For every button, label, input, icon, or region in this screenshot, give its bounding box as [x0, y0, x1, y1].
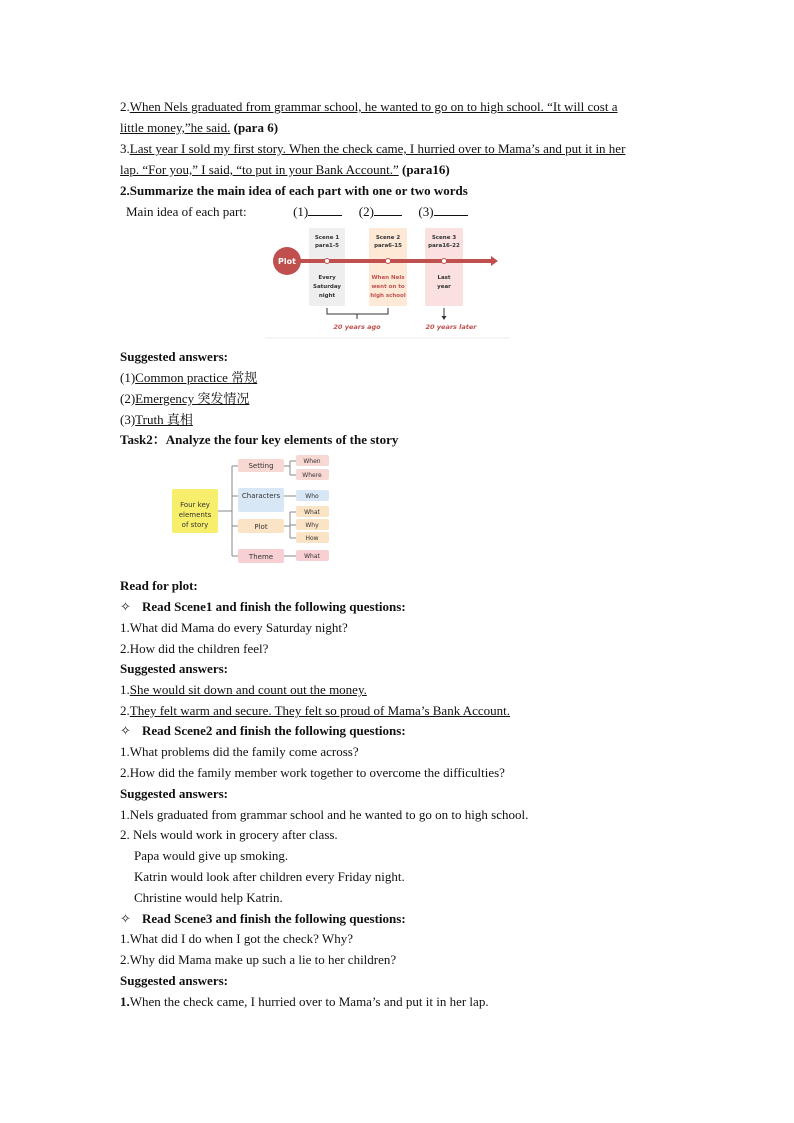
answer3-text: Truth 真相 [135, 412, 193, 427]
bracket [327, 308, 388, 314]
scene1-desc2: Saturday [313, 284, 341, 290]
scene2-title: Scene 2 [375, 235, 401, 241]
diamond-icon: ✧ [120, 911, 131, 926]
s2-q2: 2.How did the family member work together to overcome the difficulties? [120, 765, 505, 780]
scene3-heading [120, 911, 406, 927]
answer1 [120, 370, 257, 386]
item3-line1 [120, 141, 625, 157]
s2-a2: 2. Nels would work in grocery after class. [120, 827, 338, 842]
blank3-label: (3) [418, 204, 434, 219]
item2-number: 2. [120, 99, 130, 114]
answer2-num: (2) [120, 391, 136, 406]
answer1-num: (1) [120, 370, 136, 385]
plot-element-label: Plot [254, 523, 268, 531]
s3-q1: 1.What did I do when I got the check? Why? [120, 931, 353, 946]
s1-a1-text: She would sit down and count out the money. [129, 682, 367, 697]
s1-a2 [120, 703, 510, 719]
scene3-title: Scene 3 [431, 235, 457, 241]
s2-answers-heading: Suggested answers: [120, 786, 228, 801]
what-label: What [304, 509, 320, 516]
item2-ref: (para 6) [233, 120, 279, 135]
s1-a2-text: They felt warm and secure. They felt so proud of Mama’s Bank Account. [129, 703, 511, 718]
item2-line2 [120, 120, 278, 136]
scene3-desc2: year [437, 284, 451, 290]
who-label: Who [305, 493, 319, 500]
s2-a4: Katrin would look after children every Friday night. [134, 869, 405, 884]
scene3-dot [442, 259, 447, 264]
s2-a5: Christine would help Katrin. [134, 890, 283, 905]
s1-q1: 1.What did Mama do every Saturday night? [120, 620, 348, 635]
timeline-arrow-icon [491, 256, 498, 266]
s1-a1-num: 1. [120, 682, 130, 697]
s1-q2: 2.How did the children feel? [120, 641, 269, 656]
scene2-desc1: When Nels [371, 275, 405, 281]
answer2 [120, 391, 249, 407]
scene2-heading-text: Read Scene2 and finish the following questions: [142, 723, 406, 738]
scene2-para: para6-15 [374, 243, 402, 249]
how-label: How [305, 535, 319, 542]
diamond-icon: ✧ [120, 599, 131, 614]
scene1-dot [325, 259, 330, 264]
scene1-heading [120, 599, 406, 615]
setting-label: Setting [248, 462, 274, 470]
characters-label: Characters [241, 492, 281, 500]
scene1-desc1: Every [318, 275, 336, 281]
root-line2: elements [178, 511, 212, 519]
ago-label: 20 years ago [333, 323, 381, 331]
item3-line2 [120, 162, 450, 178]
s1-a2-num: 2. [120, 703, 130, 718]
blank1-label: (1) [293, 204, 309, 219]
s3-a1-num: 1. [120, 994, 130, 1009]
elements-diagram [168, 452, 340, 568]
scene1-para: para1-5 [314, 243, 340, 249]
s3-a1 [120, 994, 489, 1010]
answer3-num: (3) [120, 412, 136, 427]
item2-text: When Nels graduated from grammar school, he wanted to go on to high school. “It will cost a [129, 99, 618, 114]
item3-ref: (para16) [401, 162, 450, 177]
blank2[interactable] [374, 203, 402, 216]
item2-line1 [120, 99, 618, 115]
blank3[interactable] [434, 203, 468, 216]
s2-q1: 1.What problems did the family come across? [120, 744, 359, 759]
scene3-desc1: Last [437, 275, 451, 281]
main-idea-row [126, 203, 468, 220]
scene2-desc3: high school [370, 293, 406, 299]
later-label: 20 years later [425, 323, 477, 331]
item3-text: Last year I sold my first story. When the check came, I hurried over to Mama’s and put it in her [129, 141, 626, 156]
s1-a1 [120, 682, 367, 698]
summarize-heading: 2.Summarize the main idea of each part with one or two words [120, 183, 468, 198]
s2-a1: 1.Nels graduated from grammar school and he wanted to go on to high school. [120, 807, 529, 822]
why-label: Why [305, 522, 319, 529]
item3-number: 3. [120, 141, 130, 156]
theme-label: Theme [248, 553, 274, 561]
answer1-text: Common practice 常规 [135, 370, 258, 385]
blank1[interactable] [308, 203, 342, 216]
blank2-label: (2) [358, 204, 374, 219]
when-label: When [303, 458, 321, 465]
plot-timeline-diagram [265, 222, 510, 340]
answer2-text: Emergency 突发情况 [135, 391, 250, 406]
scene1-title: Scene 1 [314, 235, 340, 241]
theme-what-label: What [304, 553, 320, 560]
task2-heading: Task2：Analyze the four key elements of the story [120, 432, 399, 447]
down-arrow-icon [442, 316, 447, 320]
scene3-heading-text: Read Scene3 and finish the following questions: [142, 911, 406, 926]
answer3 [120, 412, 193, 428]
read-plot-heading: Read for plot: [120, 578, 198, 593]
root-line3: of story [181, 521, 209, 529]
item3-text-cont: lap. “For you,” I said, “to put in your Bank Account.” [120, 162, 399, 177]
scene2-dot [386, 259, 391, 264]
scene2-heading [120, 723, 406, 739]
main-idea-label: Main idea of each part: [126, 204, 247, 219]
diamond-icon: ✧ [120, 723, 131, 738]
where-label: Where [302, 472, 322, 479]
plot-label: Plot [278, 257, 296, 266]
s3-q2: 2.Why did Mama make up such a lie to her children? [120, 952, 397, 967]
s1-answers-heading: Suggested answers: [120, 661, 228, 676]
root-line1: Four key [180, 501, 210, 509]
scene2-desc2: went on to [371, 284, 405, 290]
s3-answers-heading: Suggested answers: [120, 973, 228, 988]
item2-text-cont: little money,”he said. [120, 120, 231, 135]
scene1-heading-text: Read Scene1 and finish the following questions: [142, 599, 406, 614]
s3-a1-text: When the check came, I hurried over to Mama’s and put it in her lap. [129, 994, 489, 1009]
scene1-desc3: night [318, 293, 336, 299]
s2-a3: Papa would give up smoking. [134, 848, 289, 863]
scene3-para: para16-22 [428, 243, 460, 249]
answers1-heading: Suggested answers: [120, 349, 228, 364]
